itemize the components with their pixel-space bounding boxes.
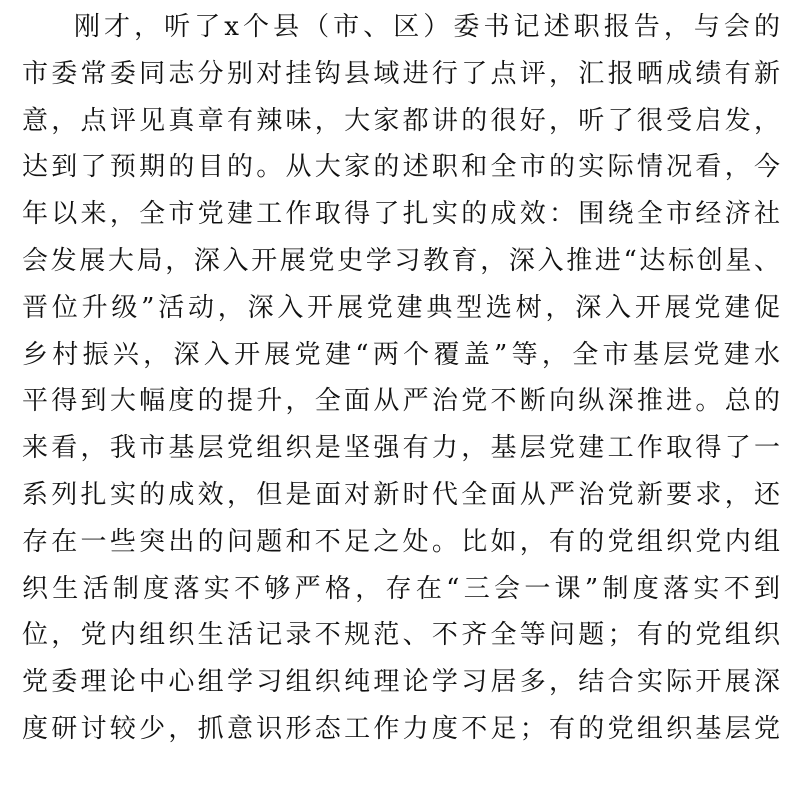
text-line: 平得到大幅度的提升，全面从严治党不断向纵深推进。总的 xyxy=(22,386,780,417)
text-line: 达到了预期的目的。从大家的述职和全市的实际情况看，今 xyxy=(22,152,780,183)
text-line: 存在一些突出的问题和不足之处。比如，有的党组织党内组 xyxy=(22,526,780,557)
text-line: 乡村振兴，深入开展党建“两个覆盖”等，全市基层党建水 xyxy=(22,339,780,370)
text-line: 度研讨较少，抓意识形态工作力度不足；有的党组织基层党 xyxy=(22,713,780,744)
text-line: 会发展大局，深入开展党史学习教育，深入推进“达标创星、 xyxy=(22,245,780,276)
text-line: 意，点评见真章有辣味，大家都讲的很好，听了很受启发， xyxy=(22,105,780,136)
text-line: 系列扎实的成效，但是面对新时代全面从严治党新要求，还 xyxy=(22,479,780,510)
body-paragraph xyxy=(22,4,780,753)
text-line: 市委常委同志分别对挂钩县域进行了点评，汇报晒成绩有新 xyxy=(22,58,780,89)
text-line: 晋位升级”活动，深入开展党建典型选树，深入开展党建促 xyxy=(22,292,780,323)
text-line: 位，党内组织生活记录不规范、不齐全等问题；有的党组织 xyxy=(22,620,780,651)
text-line: 来看，我市基层党组织是坚强有力，基层党建工作取得了一 xyxy=(22,433,780,464)
text-line: 刚才，听了x个县（市、区）委书记述职报告，与会的 xyxy=(74,12,780,42)
text-line: 党委理论中心组学习组织纯理论学习居多，结合实际开展深 xyxy=(22,667,780,698)
text-line: 织生活制度落实不够严格，存在“三会一课”制度落实不到 xyxy=(22,573,780,604)
text-line: 年以来，全市党建工作取得了扎实的成效：围绕全市经济社 xyxy=(22,199,780,230)
